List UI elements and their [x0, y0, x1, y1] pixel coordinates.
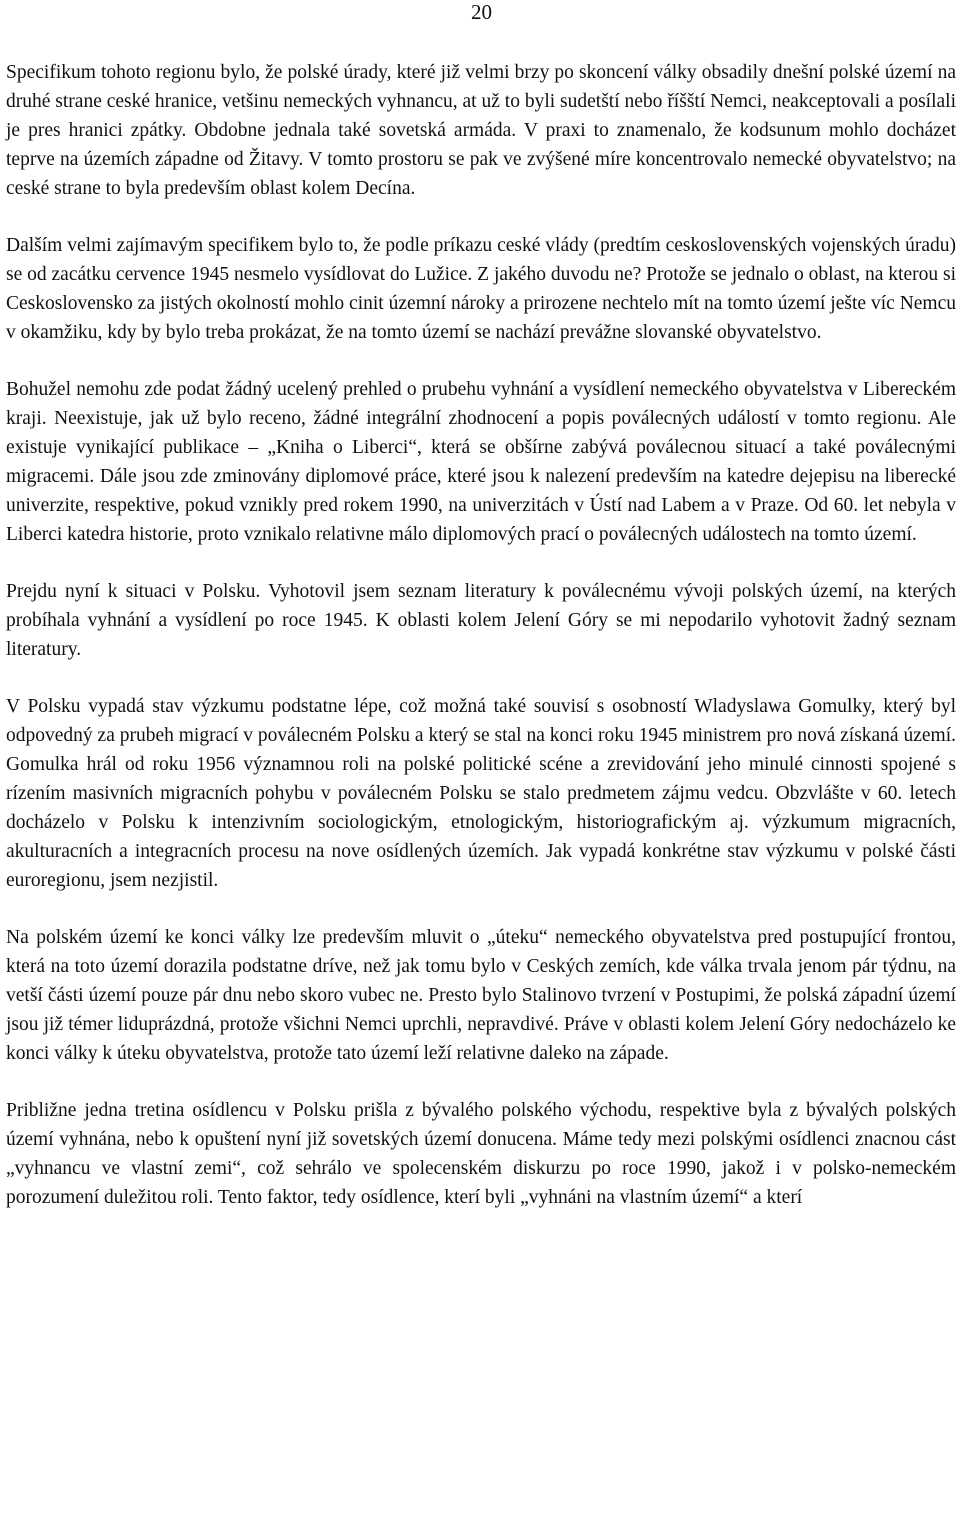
paragraph-3: Bohužel nemohu zde podat žádný ucelený prehled o prubehu vyhnání a vysídlení nemeckého obyvatelstva v Libereckém kraji. Neexistuje, jak už bylo receno, žádné integrální zhodnocení a popis poválecných událostí v tomto regionu. Ale existuje vynikající publikace – „Kniha o Liberci“, která se obšírne zabývá poválecnou situací a také poválecnými migracemi. Dále jsou zde zminovány diplomové práce, které jsou k nalezení predevším na katedre dejepisu na liberecké univerzite, respektive, pokud vznikly pred rokem 1990, na univerzitách v Ústí nad Labem a v Praze. Od 60. let nebyla v Liberci katedra historie, proto vznikalo relativne málo diplomových prací o poválecných událostech na tomto území.	[6, 379, 956, 545]
paragraph-2: Dalším velmi zajímavým specifikem bylo to, že podle príkazu ceské vlády (predtím ceskoslovenských vojenských úradu) se od zacátku cervence 1945 nesmelo vysídlovat do Lužice. Z jakého duvodu ne? Protože se jednalo o oblast, na kterou si Ceskoslovensko za jistých okolností mohlo cinit územní nároky a prirozene nechtelo mít na tomto území ješte víc Nemcu v okamžiku, kdy by bylo treba prokázat, že na tomto území se nachází prevážne slovanské obyvatelstvo.	[6, 235, 956, 343]
paragraph-1: Specifikum tohoto regionu bylo, že polské úrady, které již velmi brzy po skoncení války obsadily dnešní polské území na druhé strane ceské hranice, vetšinu nemeckých vyhnancu, at už to byli sudetští nebo říšští Nemci, neakceptovali a posílali je pres hranici zpátky. Obdobne jednala také sovetská armáda. V praxi to znamenalo, že kodsunum mohlo docházet teprve na územích západne od Žitavy. V tomto prostoru se pak ve zvýšené míre koncentrovalo nemecké obyvatelstvo; na ceské strane to byla predevším oblast kolem Decína.	[6, 62, 956, 199]
paragraph-4: Prejdu nyní k situaci v Polsku. Vyhotovil jsem seznam literatury k poválecnému vývoji polských území, na kterých probíhala vyhnání a vysídlení po roce 1945. K oblasti kolem Jelení Góry se mi nepodarilo vyhotovit žadný seznam literatury.	[6, 581, 956, 660]
body-text	[6, 58, 956, 1240]
page-number: 20	[471, 0, 492, 24]
paragraph-7: Približne jedna tretina osídlencu v Polsku prišla z bývalého polského východu, respektive byla z bývalých polských území vyhnána, nebo k opuštení nyní již sovetských území donucena. Máme tedy mezi polskými osídlenci znacnou cást „vyhnancu ve vlastní zemi“, což sehrálo ve spolecenském diskurzu po roce 1990, jakož i v polsko-nemeckém porozumení duležitou roli. Tento faktor, tedy osídlence, kterí byli „vyhnáni na vlastním území“ a kterí	[6, 1100, 956, 1208]
paragraph-5: V Polsku vypadá stav výzkumu podstatne lépe, což možná také souvisí s osobností Wladyslawa Gomulky, který byl odpovedný za prubeh migrací v poválecném Polsku a který se stal na konci roku 1945 ministrem pro nová získaná území. Gomulka hrál od roku 1956 významnou roli na polské politické scéne a zrevidování jeho minulé cinnosti spojené s rízením masivních migracních pohybu v poválecném Polsku se stalo predmetem zájmu vedcu. Obzvlášte v 60. letech docházelo v Polsku k intenzivním sociologickým, etnologickým, historiografickým aj. výzkumum migracních, akulturacních a integracních procesu na nove osídlených územích. Jak vypadá konkrétne stav výzkumu v polské části euroregionu, jsem nezjistil.	[6, 696, 956, 891]
paragraph-6: Na polském území ke konci války lze predevším mluvit o „úteku“ nemeckého obyvatelstva pred postupující frontou, která na toto území dorazila podstatne dríve, než jak tomu bylo v Ceských zemích, kde válka trvala jenom pár týdnu, na vetší části území pouze pár dnu nebo skoro vubec ne. Presto bylo Stalinovo tvrzení v Postupimi, že polská západní území jsou již témer liduprázdná, protože všichni Nemci uprchli, nepravdivé. Práve v oblasti kolem Jelení Góry nedocházelo ke konci války k úteku obyvatelstva, protože tato území leží relativne daleko na západe.	[6, 927, 956, 1064]
